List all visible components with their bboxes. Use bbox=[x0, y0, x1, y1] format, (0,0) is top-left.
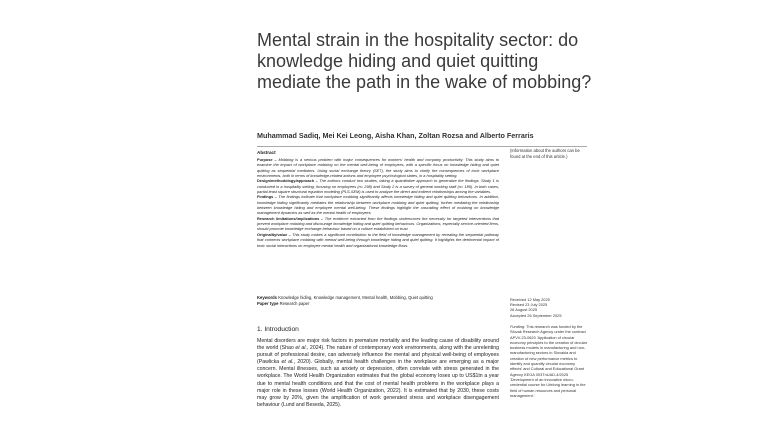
date-received: Received 12 May 2025 bbox=[510, 297, 550, 302]
intro-text-b: , 2024). The nature of contemporary work environments, along with the unrelenting pursuit of professional desire, can adversely influence the mental and physical well-being of employees (Pawlicka bbox=[257, 345, 499, 366]
limitations-text: The evidence extracted from the findings underscores the necessity for targeted interventions that prevent workplace mobbing and discourage knowledge hiding and quiet quitting behaviours. Organizations, especially service-oriented firms, should promote knowledge exchange behaviour based on a culture established on trust. bbox=[257, 215, 500, 232]
abstract-limitations bbox=[257, 216, 499, 232]
abstract-design bbox=[257, 178, 499, 194]
date-accepted: Accepted 26 September 2025 bbox=[510, 312, 562, 318]
paper-type-label: Paper type bbox=[257, 301, 279, 306]
title-line-3: mediate the path in the wake of mobbing? bbox=[257, 72, 592, 92]
abstract-body bbox=[257, 157, 499, 248]
design-text: The authors conduct two studies, taking a quantitative approach to generalize the findings. Study 1 is conducted in a hospitality setting, focusing on employees (n= 298) and Study 2 is a survey of general working staff (n= 185). In both cases, partial least square structural equation modeling (PLS-SEM) is used to analyze the direct and indirect relationships among the variables. bbox=[257, 178, 499, 195]
limitations-label: Research limitations/implications – bbox=[257, 215, 325, 221]
article-dates bbox=[510, 297, 588, 318]
paper-type-value: Research paper bbox=[279, 301, 310, 306]
findings-text: The findings indicate that workplace mobbing significantly affects knowledge hiding and quiet quitting behaviours. In addition, knowledge hiding significantly mediates the relationship between workplace mobbing and quiet quitting, further mediating the relationship between knowledge hiding and employee mental well-being. These findings highlight the cascading effect of mobbing on knowledge management dynamics as well as the mental health of employees. bbox=[257, 194, 499, 216]
abstract-findings bbox=[257, 194, 499, 215]
funding-text: This research was funded by the Slovak Research Agency under the contract APVV-23-0620 'Application of circular economy principles to the creation of circular business models in manufacturing and non-manufacturing sectors in Slovakia and creation of new performance metrics to identify and quantify circular economy effects' and Cultural and Educational Grant Agency KEGA 003TnUAD-4/2025 'Development of an innovative micro-credential course for Lifelong learning in the field of human resources and personal management.' bbox=[510, 324, 587, 398]
abstract-heading: Abstract bbox=[257, 150, 276, 155]
funding-note bbox=[510, 324, 588, 398]
author-list: Muhammad Sadiq, Mei Kei Leong, Aisha Khan, Zoltan Rozsa and Alberto Ferraris bbox=[257, 131, 534, 140]
intro-text-a: Mental disorders are major risk factors in premature mortality and the leading cause of disability around the world (Shao bbox=[257, 338, 499, 352]
article-title bbox=[257, 30, 592, 93]
intro-etal-1: et al. bbox=[295, 345, 307, 352]
abstract-purpose bbox=[257, 157, 499, 178]
funding-label: Funding: bbox=[510, 324, 526, 329]
date-revised-2: 26 August 2025 bbox=[510, 307, 538, 313]
intro-etal-2: et al. bbox=[281, 359, 294, 366]
paper-type-line bbox=[257, 301, 499, 307]
section-heading: 1. Introduction bbox=[257, 326, 299, 333]
title-line-2: knowledge hiding and quiet quitting bbox=[257, 51, 539, 71]
title-line-1: Mental strain in the hospitality sector: do bbox=[257, 30, 579, 50]
introduction-body bbox=[257, 338, 499, 409]
introduction-paragraph bbox=[257, 338, 499, 409]
keywords-label: Keywords bbox=[257, 295, 278, 300]
header-divider bbox=[257, 146, 587, 147]
findings-label: Findings – bbox=[257, 194, 279, 200]
intro-text-c: , 2020). Globally, mental health challenges in the workplace are emerging as a major concern. Mental illnesses, such as anxiety or depression, often correlate with stress generated in the workplace. The World Health Organization estimates that the global economy loses up to US$1tn a year due to mental health conditions and that the cost of mental health problems in the workplace plays a major role in these losses (World Health Organization, 2022). It is estimated that by 2030, these costs may grow by 20%, given the amplification of work generated stress and workplace disengagement behaviour (Lund and Beseda, 2025). bbox=[257, 359, 499, 408]
affiliation-note: (Information about the authors can be found at the end of this article.) bbox=[510, 148, 580, 159]
originality-text: This study makes a significant contribution to the field of knowledge management by revealing the sequential pathway that connects workplace mobbing with mental well-being through knowledge hiding and quiet quitting. It highlights the detrimental impact of toxic social interactions on employee mental health and organizational knowledge flows. bbox=[257, 231, 499, 248]
originality-label: Originality/value – bbox=[257, 231, 293, 237]
purpose-text: Mobbing is a serious problem with major consequences for workers' health and company productivity. This study aims to examine the impact of workplace mobbing on the mental well-being of employees, with a specific focus on knowledge hiding and quiet quitting as sequential mediators. Using social exchange theory (SET), the study aims to clarify the consequences of toxic workplace environments, both in terms of knowledge-related actions and employee psychological states, in a hospitality setting. bbox=[257, 157, 499, 179]
abstract-originality bbox=[257, 232, 499, 248]
keywords-block bbox=[257, 295, 499, 307]
date-revised-1: Revised 23 July 2025 bbox=[510, 302, 548, 308]
purpose-label: Purpose – bbox=[257, 157, 279, 162]
design-label: Design/methodology/approach – bbox=[257, 178, 320, 184]
keywords-text: Knowledge hiding, Knowledge management, Mental health, Mobbing, Quiet quitting bbox=[278, 295, 433, 300]
